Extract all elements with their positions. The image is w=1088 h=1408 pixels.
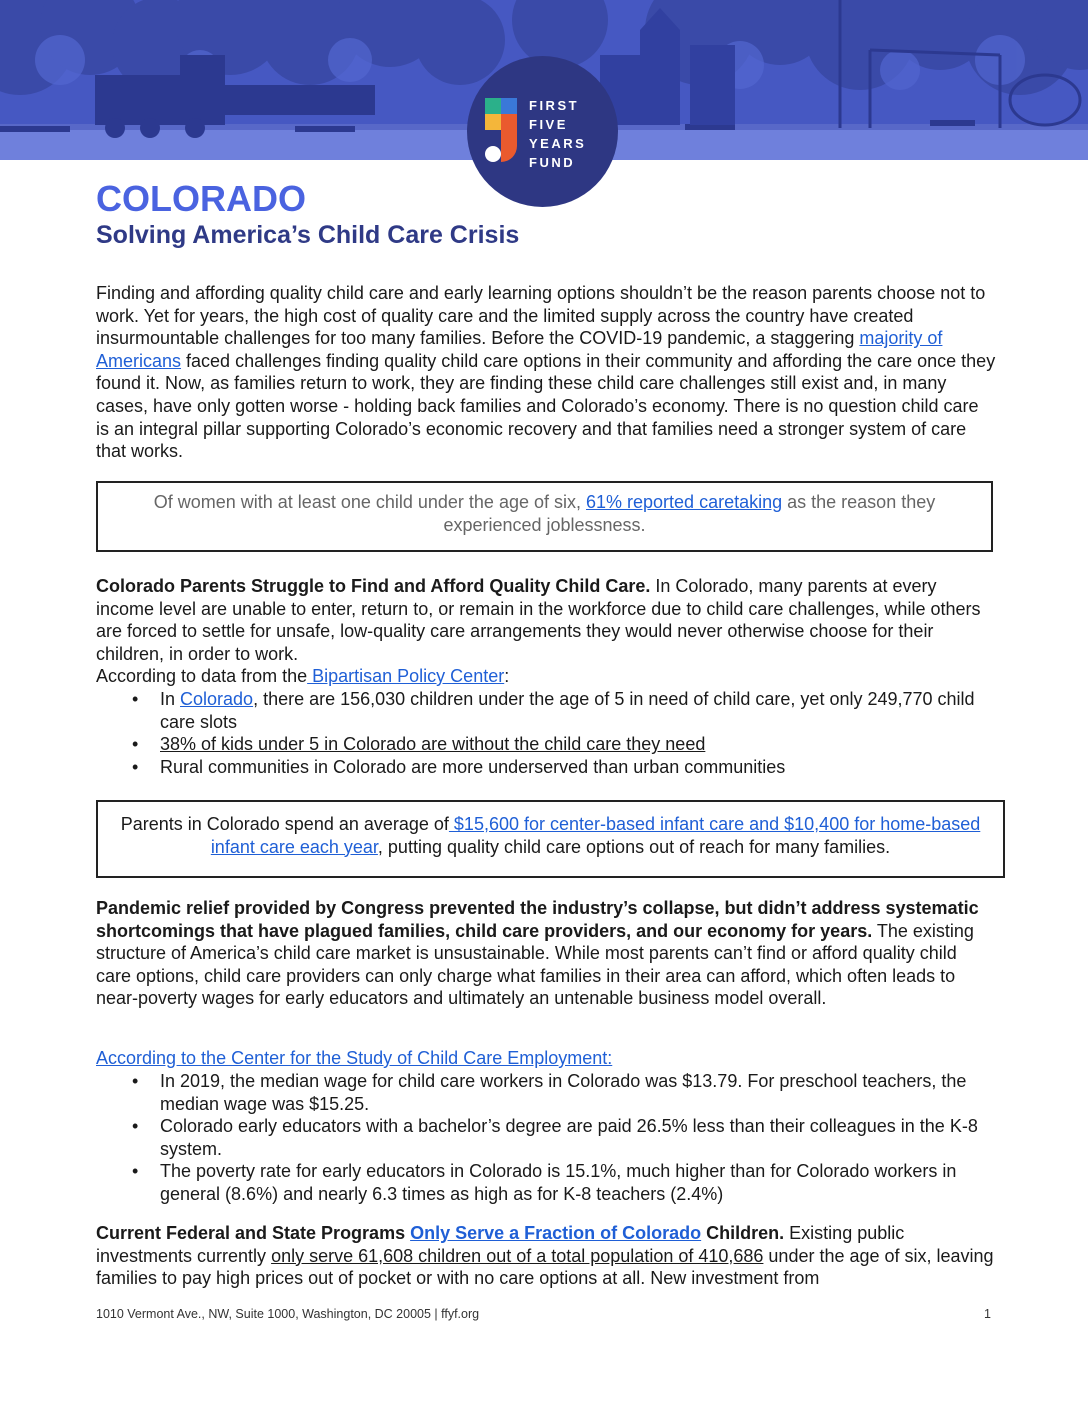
list-item: • In 2019, the median wage for child care workers in Colorado was $13.79. For preschool teachers, the median wage was $15.25. (96, 1070, 996, 1115)
bpc-stats-list (96, 688, 996, 778)
section3-body: Existing public investments currently (96, 1223, 905, 1266)
list-item (96, 756, 996, 779)
section3-heading: Current Federal and State Programs (96, 1223, 411, 1243)
bullet-text: Rural communities in Colorado are more underserved than urban communities (160, 756, 786, 777)
callout2-text: Parents in Colorado spend an average of (120, 814, 449, 834)
bipartisan-policy-center-link[interactable]: Bipartisan Policy Center (307, 666, 505, 686)
list-item: • The poverty rate for early educators in Colorado is 15.1%, much higher than for Colorado workers in general (8.6%) and nearly 6.3 times as high as for K-8 teachers (2.4%) (96, 1160, 996, 1205)
intro-text-cont: faced challenges finding quality child care options in their community and affording the care once they found it. Now, as families return to work, they are finding these child care challenges still exist and, in many cases, have only gotten worse - holding back families and Colorado’s economy. There is no question child care is an integral pillar supporting Colorado’s economic recovery and that families need a stronger system of care that works. (96, 350, 996, 462)
section3-heading-cont: Children. (701, 1223, 785, 1243)
page-subtitle: Solving America’s Child Care Crisis (96, 221, 520, 249)
logo-line-first: FIRST (529, 98, 580, 113)
bullet-text: In (160, 689, 181, 709)
caretaking-stat-link[interactable]: 61% reported caretaking (586, 492, 783, 512)
section2-heading: Pandemic relief provided by Congress prevented the industry’s collapse, but didn’t address systematic shortcomings that have plagued families, child care providers, and our economy for years. (96, 898, 979, 941)
state-title: COLORADO (96, 178, 306, 219)
fraction-of-colorado-link[interactable]: Only Serve a Fraction of Colorado (410, 1223, 702, 1243)
first-five-years-fund-logo (467, 56, 618, 207)
section1-body: In Colorado, many parents at every income level are unable to enter, return to, or remain in the workforce due to child care challenges, while others are forced to settle for unsafe, low-quality care arrangements they would never otherwise choose for their children, in order to work. (96, 576, 981, 664)
callout1-text: Of women with at least one child under the age of six, (153, 492, 586, 512)
footer-address: 1010 Vermont Ave., NW, Suite 1000, Washington, DC 20005 | ffyf.org (96, 1307, 480, 1321)
section-pandemic-relief (96, 897, 996, 1010)
intro-paragraph (96, 282, 996, 463)
section-programs-fraction (96, 1222, 996, 1290)
section2-body: The existing structure of America’s child care market is unsustainable. While most parents can’t find or afford quality child care options, child care providers can only charge what families in their area can afford, which often leads to near-poverty wages for early educators and ultimately an untenable business model overall. (96, 920, 974, 1009)
caretaking-callout-box (96, 481, 993, 552)
section1-heading: Colorado Parents Struggle to Find and Afford Quality Child Care. (96, 576, 651, 596)
section3-underlined-stat: only serve 61,608 children out of a total population of 410,686 (271, 1245, 764, 1266)
bullet-text-cont: , there are 156,030 children under the age of 5 in need of child care, yet only 249,770 child care slots (160, 689, 975, 732)
bullet-underlined-text: 38% of kids under 5 in Colorado are without the child care they need (160, 734, 706, 755)
majority-of-americans-link[interactable]: majority of Americans (96, 328, 943, 371)
logo-line-years: YEARS (529, 136, 587, 151)
cscce-source-link[interactable]: According to the Center for the Study of Child Care Employment: (96, 1048, 613, 1068)
bpc-source-line (96, 665, 996, 688)
list-item: • Colorado early educators with a bachelor’s degree are paid 26.5% less than their colleagues in the K-8 system. (96, 1115, 996, 1160)
callout1-text-cont: as the reason they experienced joblessness. (443, 492, 936, 535)
bpc-source-text: According to data from the (96, 666, 308, 686)
logo-line-fund: FUND (529, 155, 576, 170)
bpc-source-colon: : (504, 666, 510, 686)
section-parents-struggle (96, 575, 996, 665)
page-number: 1 (984, 1307, 991, 1321)
logo-wordmark (529, 96, 586, 172)
list-item (96, 688, 996, 733)
intro-text: Finding and affording quality child care and early learning options shouldn’t be the reason parents choose not to work. Yet for years, the high cost of quality care and the limited supply across the country have created insurmountable challenges for too many families. Before the COVID-19 pandemic, a staggering (96, 283, 986, 349)
section3-body-cont: under the age of six, leaving families to pay high prices out of pocket or with no care options at all. New investment from (96, 1245, 994, 1289)
callout2-text-cont: , putting quality child care options out of reach for many families. (377, 836, 891, 857)
infant-care-cost-link[interactable]: $15,600 for center-based infant care and $10,400 for home-based infant care each year (210, 814, 981, 857)
list-item (96, 733, 996, 756)
cscce-source-line (96, 1047, 996, 1070)
colorado-data-link[interactable]: Colorado (180, 689, 254, 709)
infant-care-cost-callout-box (96, 800, 1005, 878)
logo-line-five: FIVE (529, 117, 568, 132)
wage-stats-list (96, 1070, 996, 1206)
